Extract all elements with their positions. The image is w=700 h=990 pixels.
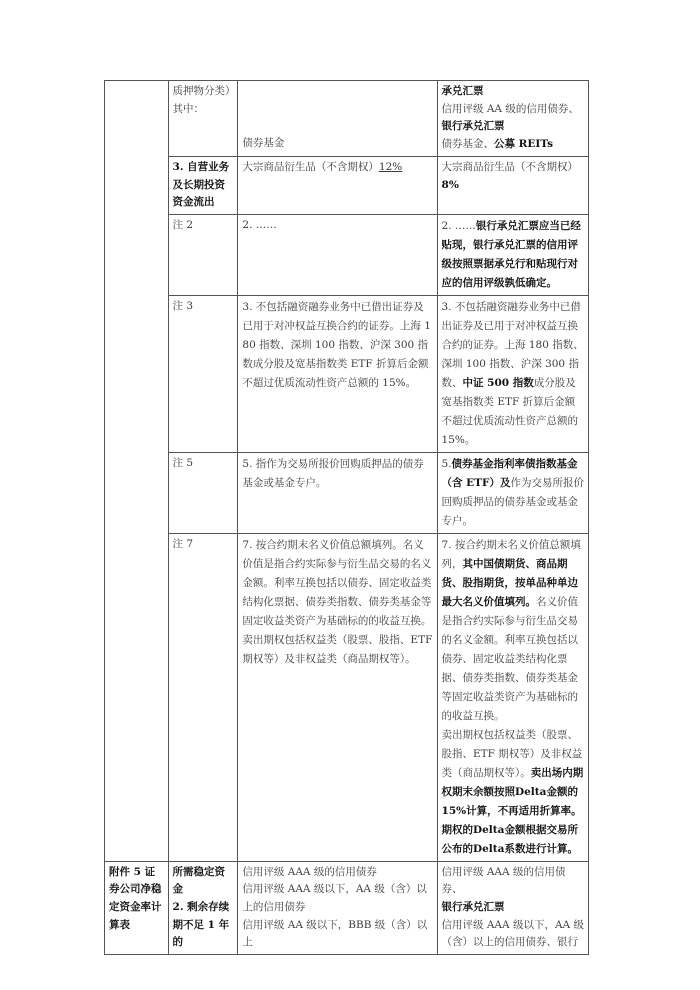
- cell-original-text: 3. 不包括融资融券业务中已借出证券及已用于对冲权益互换合约的证券。上海 180 指数、深圳 100 指数、沪深 300 指数成分股及宽基指数类 ETF 折算后金额不超过优质流动性资产总额的 15%。: [238, 295, 437, 452]
- cell-revised-text: [437, 214, 588, 295]
- cell-revised-text: [437, 295, 588, 452]
- note-label: 注 7: [168, 533, 238, 861]
- annex-title-cell: 附件 5 证券公司净稳定资金率计算表: [105, 861, 169, 954]
- bold-text: 承兑汇票: [441, 85, 484, 97]
- cell-text: 作为交易所报价回购质押品的债券基金或基金专户。: [441, 476, 584, 527]
- table-row: [105, 861, 589, 954]
- section-heading-cell: 3. 自营业务及长期投资资金流出: [168, 157, 238, 215]
- cell-text: 信用评级 AAA 级的信用债券、: [441, 865, 566, 896]
- cell-text: 信用评级 AAA 级以下，AA 级（含）以上的信用债券、银行: [441, 918, 584, 949]
- table-row: [105, 81, 589, 157]
- table-row: [105, 295, 589, 452]
- table-row: [105, 452, 589, 533]
- cell-blank: [105, 81, 169, 862]
- cell-text: 成分股及宽基指数类 ETF 折算后金额不超过优质流动性资产总额的 15%。: [441, 376, 579, 446]
- cell-text: 信用评级 AAA 级以下，AA 级（含）以上的信用债券: [242, 883, 427, 913]
- cell-original-text: [238, 861, 437, 954]
- bold-text: 2. 剩余存续期不足 1 年的: [172, 900, 230, 949]
- table-row: [105, 214, 589, 295]
- cell-original-text: [238, 81, 437, 157]
- bold-text: 卖出场内期权期末余额按照Delta金额的15%计算，不再适用折算率。期权的Delta金额根据交易所公布的Delta系数进行计算。: [441, 766, 584, 855]
- cell-revised-text: [437, 533, 588, 861]
- bold-text: 其中国债期货、商品期货、股指期货，按单品种单边最大名义价值填列。: [441, 557, 579, 608]
- bold-text: 8%: [441, 178, 459, 191]
- cell-revised-text: [437, 452, 588, 533]
- bold-text: 所需稳定资金: [172, 865, 226, 896]
- cell-revised-text: [437, 157, 588, 215]
- cell-text: 信用评级 AAA 级的信用债券: [242, 865, 377, 878]
- table-row: [105, 533, 589, 861]
- cell-revised-text: [437, 81, 588, 157]
- cell-original-text: 5. 指作为交易所报价回购质押品的债券基金或基金专户。: [238, 452, 437, 533]
- cell-text: 大宗商品衍生品（不含期权）: [441, 161, 579, 173]
- cell-text: 质押物分类）: [172, 85, 236, 97]
- cell-revised-text: [437, 861, 588, 954]
- cell-text: 7. 按合约期末名义价值总额填列，: [441, 538, 581, 570]
- bold-text: 银行承兑汇票应当已经贴现，银行承兑汇票的信用评级按照票据承兑行和贴现行对应的信用评级孰低确定。: [441, 219, 581, 289]
- underlined-value: 12%: [378, 161, 403, 173]
- cell-text: 信用评级 AA 级以下，BBB 级（含）以上: [242, 918, 428, 949]
- bold-text: 公募 REITs: [494, 137, 554, 150]
- cell-text: 信用评级 AA 级的信用债券、: [441, 102, 579, 115]
- cell-original-text: 7. 按合约期末名义价值总额填列。名义价值是指合约实际参与衍生品交易的名义金额。利率互换包括以债券、固定收益类结构化票据、债券类指数、债券类基金等固定收益类资产为基础标的的收益互换。卖出期权包括权益类（股票、股指、ETF 期权等）及非权益类（商品期权等）。: [238, 533, 437, 861]
- table-row: [105, 157, 589, 215]
- note-label: 注 2: [168, 214, 238, 295]
- cell-text: 债券基金: [242, 137, 285, 149]
- bold-text: 债券基金指利率债指数基金（含 ETF）及: [441, 457, 578, 489]
- bold-text: 银行承兑汇票: [441, 900, 505, 913]
- cell-text: 名义价值是指合约实际参与衍生品交易的名义金额。利率互换包括以债券、固定收益类结构化票据、债券类指数、债券类基金等固定收益类资产为基础标的的收益互换。: [441, 595, 579, 722]
- regulation-comparison-table: [104, 80, 589, 955]
- bold-text: 银行承兑汇票: [441, 120, 505, 133]
- cell-text: 5.: [441, 457, 452, 470]
- note-label: 注 5: [168, 452, 238, 533]
- cell-item-label: [168, 861, 238, 954]
- cell-text: 其中：: [172, 102, 205, 115]
- cell-text: 2. ……: [441, 219, 476, 232]
- cell-text: 3. 不包括融资融券业务中已借出证券及已用于对冲权益互换合约的证券。上海 180 指数、深圳 100 指数、沪深 300 指数、: [441, 300, 584, 389]
- cell-original-text: 2. ……: [238, 214, 437, 295]
- cell-text: 债券基金、: [441, 137, 495, 150]
- note-label: 注 3: [168, 295, 238, 452]
- cell-original-text: [238, 157, 437, 215]
- cell-text: 大宗商品衍生品（不含期权）: [242, 161, 379, 173]
- cell-text: 卖出期权包括权益类（股票、股指、ETF 期权等）及非权益类（商品期权等）。: [441, 728, 583, 779]
- cell-item-label: [168, 81, 238, 157]
- bold-text: 中证 500 指数: [462, 376, 534, 389]
